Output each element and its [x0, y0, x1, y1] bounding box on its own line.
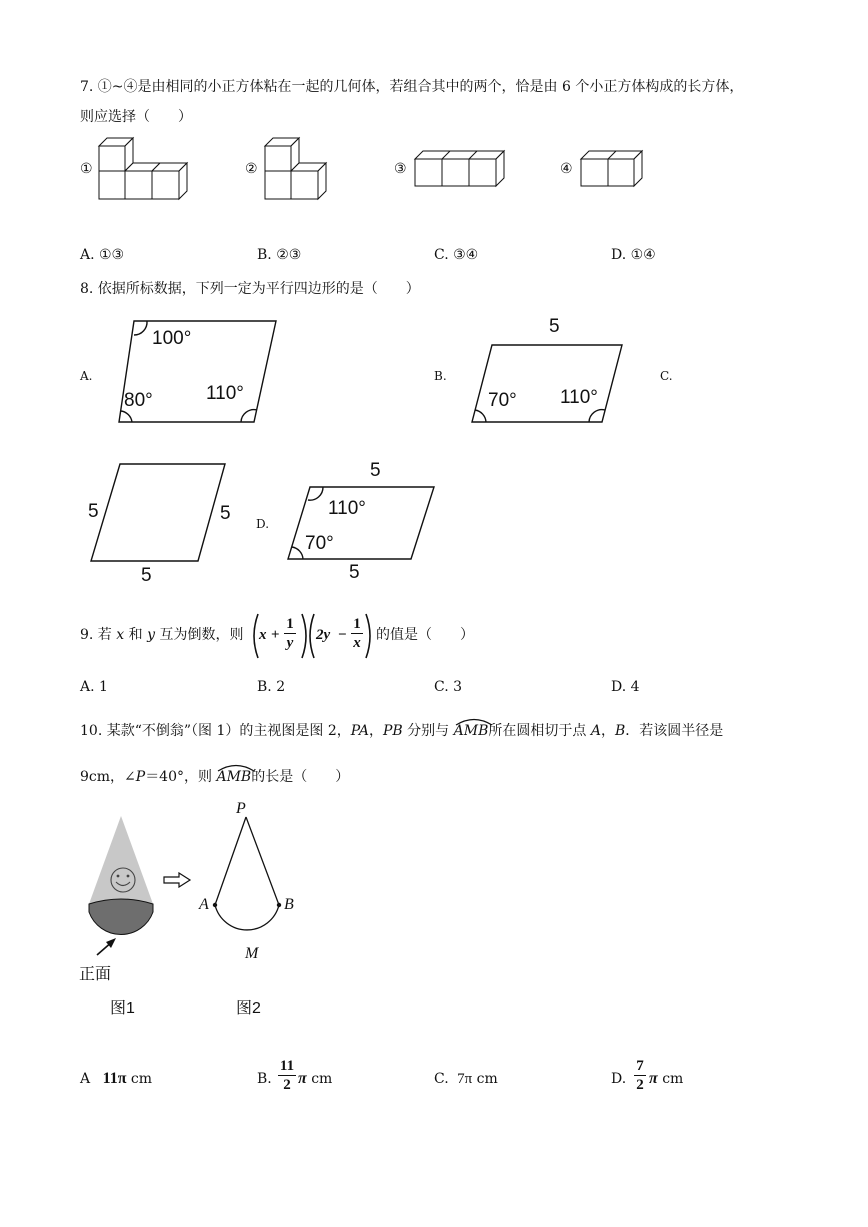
q10-option-a[interactable]: [80, 1070, 152, 1088]
q10-caption-fig1: 图1: [110, 1000, 135, 1017]
q9-option-c[interactable]: C. 3: [434, 679, 463, 695]
q8-figure-d-side-top: 5: [370, 460, 381, 481]
q9-expr-frac-2-den: x: [353, 635, 361, 651]
q9-expr-frac-2-num: 1: [353, 616, 361, 632]
q8-figure-b-angle-110: 110°: [560, 387, 598, 408]
q10-line1-a: 10. 某款“不倒翁”（图 1）的主视图是图 2，: [80, 723, 351, 739]
q10-option-b-pi: π: [298, 1070, 307, 1087]
q8-figure-c: [85, 458, 235, 568]
q10-option-d-letter: D.: [611, 1071, 627, 1087]
q10-stem-line1: [80, 718, 723, 740]
q10-label-a: A: [199, 896, 209, 913]
q8-figure-a-angle-80: 80°: [124, 390, 153, 411]
q7-option-a[interactable]: A. ①③: [80, 247, 125, 263]
q10-option-a-unit: cm: [130, 1071, 153, 1087]
q10-line2-c: 的长是（ ）: [251, 769, 350, 785]
q10-option-a-value: 11π: [102, 1070, 127, 1087]
q10-option-d-tail: [649, 1070, 683, 1088]
q9-expression: [250, 611, 374, 661]
q8-figure-d-angle-110: 110°: [328, 498, 366, 519]
q10-option-c-letter: C.: [434, 1071, 449, 1087]
q10-option-b-fraction: [278, 1058, 296, 1093]
q8-option-a[interactable]: A.: [80, 369, 93, 383]
q10-line1-b: 分别与: [402, 723, 450, 739]
q10-arc-text-1: AMB: [453, 723, 489, 739]
q10-comma-1: ，: [369, 723, 383, 739]
q10-option-b-num: 11: [279, 1058, 295, 1074]
q10-line1-d: ．若该圆半径是: [625, 723, 724, 739]
q8-stem: 8. 依据所标数据，下列一定为平行四边形的是（ ）: [80, 281, 420, 297]
q8-figure-c-side-left: 5: [88, 501, 99, 522]
q9-option-d[interactable]: D. 4: [611, 679, 640, 695]
q8-option-d[interactable]: D.: [256, 517, 270, 531]
q8-figure-d-angle-70: 70°: [305, 533, 334, 554]
q10-option-d-den: 2: [636, 1077, 644, 1093]
q9-option-a[interactable]: A. 1: [80, 679, 108, 695]
q8-option-c[interactable]: C.: [660, 369, 673, 383]
q10-line2-p: P: [135, 769, 146, 785]
q10-option-c-unit: cm: [476, 1071, 498, 1087]
q7-fig-label-2: ②: [245, 161, 258, 177]
q9-suffix: 的值是（ ）: [376, 627, 474, 643]
q9-mid: 互为倒数，则: [159, 627, 244, 643]
q10-option-d-num: 7: [636, 1058, 644, 1074]
q10-figure-1-tumbler: [80, 810, 162, 960]
q10-option-b-tail: [298, 1070, 332, 1088]
q9-and: 和: [128, 627, 143, 643]
q8-figure-a: [110, 312, 285, 430]
q9-expr-frac-1-den: y: [286, 635, 294, 651]
q7-stem-line2: 则应选择（ ）: [80, 109, 192, 125]
q8-option-b[interactable]: B.: [434, 369, 447, 383]
q9-var-x: x: [116, 627, 125, 643]
q8-figure-b: [462, 336, 632, 430]
q9-expr-minus: −: [338, 627, 347, 643]
q10-figure-2-diagram: [200, 800, 310, 950]
q10-pb: PB: [383, 723, 403, 739]
q7-cube-figure-2: [262, 135, 330, 205]
q10-option-c[interactable]: [434, 1070, 498, 1088]
q10-comma-2: ，: [600, 723, 615, 739]
q10-option-b[interactable]: [257, 1070, 272, 1088]
q10-arc-amb-1: [454, 718, 489, 740]
q10-label-p: P: [236, 800, 246, 817]
q7-fig-label-3: ③: [394, 161, 407, 177]
q10-pa: PA: [350, 723, 369, 739]
q8-figure-b-side-top: 5: [549, 316, 560, 337]
q9-expr-x: x: [259, 627, 267, 643]
q10-stem-line2: [80, 764, 349, 786]
q10-arrow-right-icon: [162, 872, 192, 888]
q10-option-d[interactable]: [611, 1070, 626, 1088]
q10-label-b: B: [284, 896, 294, 913]
q10-point-b: B: [614, 723, 626, 739]
q10-arc-text-2: AMB: [216, 769, 252, 785]
q9-expr-plus: +: [271, 627, 280, 643]
q10-line2-a: 9cm，∠: [80, 769, 136, 785]
q10-option-c-value: 7π: [457, 1071, 473, 1087]
q10-option-d-fraction: [634, 1058, 646, 1093]
q7-option-b[interactable]: B. ②③: [257, 247, 302, 263]
q9-stem-prefix: [80, 626, 243, 644]
q9-option-b[interactable]: B. 2: [257, 679, 286, 695]
q7-cube-figure-1: [96, 135, 192, 205]
q10-line2-b: ＝40°，则: [145, 769, 213, 785]
q7-cube-figure-4: [578, 148, 646, 190]
q10-option-a-letter: A: [80, 1071, 91, 1087]
q10-arc-amb-2: [216, 764, 251, 786]
q10-option-d-unit: cm: [662, 1071, 684, 1087]
q9-var-y: y: [147, 627, 155, 643]
q7-option-d[interactable]: D. ①④: [611, 247, 656, 263]
q10-point-a: A: [590, 723, 601, 739]
q10-line1-c: 所在圆相切于点: [488, 723, 587, 739]
q8-figure-b-angle-70: 70°: [488, 390, 517, 411]
q10-option-d-pi: π: [649, 1070, 658, 1087]
q7-option-c[interactable]: C. ③④: [434, 247, 479, 263]
q8-figure-a-angle-100: 100°: [152, 328, 192, 349]
q9-expr-frac-1: [284, 616, 296, 651]
q10-caption-fig2: 图2: [236, 1000, 261, 1017]
q10-label-m: M: [245, 945, 259, 962]
q9-expr-frac-1-num: 1: [286, 616, 294, 632]
q10-option-b-letter: B.: [257, 1071, 272, 1087]
q10-arc-symbol-2: [216, 762, 256, 772]
q9-expr-frac-2: [351, 616, 363, 651]
q8-figure-d-side-bottom: 5: [349, 562, 360, 583]
q7-stem-line1: 7. ①~④是由相同的小正方体粘在一起的几何体，若组合其中的两个，恰是由 6 个小正方体构成的长方体，: [80, 79, 744, 95]
q10-option-b-den: 2: [283, 1077, 291, 1093]
q10-arc-symbol-1: [454, 716, 494, 726]
q7-cube-figure-3: [412, 148, 508, 190]
q8-figure-c-side-bottom: 5: [141, 565, 152, 586]
q7-fig-label-4: ④: [560, 161, 573, 177]
q8-figure-c-side-right: 5: [220, 503, 231, 524]
q9-prefix: 9. 若: [80, 627, 112, 643]
q9-expr-2y: 2y: [316, 627, 331, 643]
q7-fig-label-1: ①: [80, 161, 93, 177]
q10-label-front: 正面: [79, 966, 112, 983]
q8-figure-a-angle-110: 110°: [206, 383, 244, 404]
q10-option-b-unit: cm: [311, 1071, 333, 1087]
